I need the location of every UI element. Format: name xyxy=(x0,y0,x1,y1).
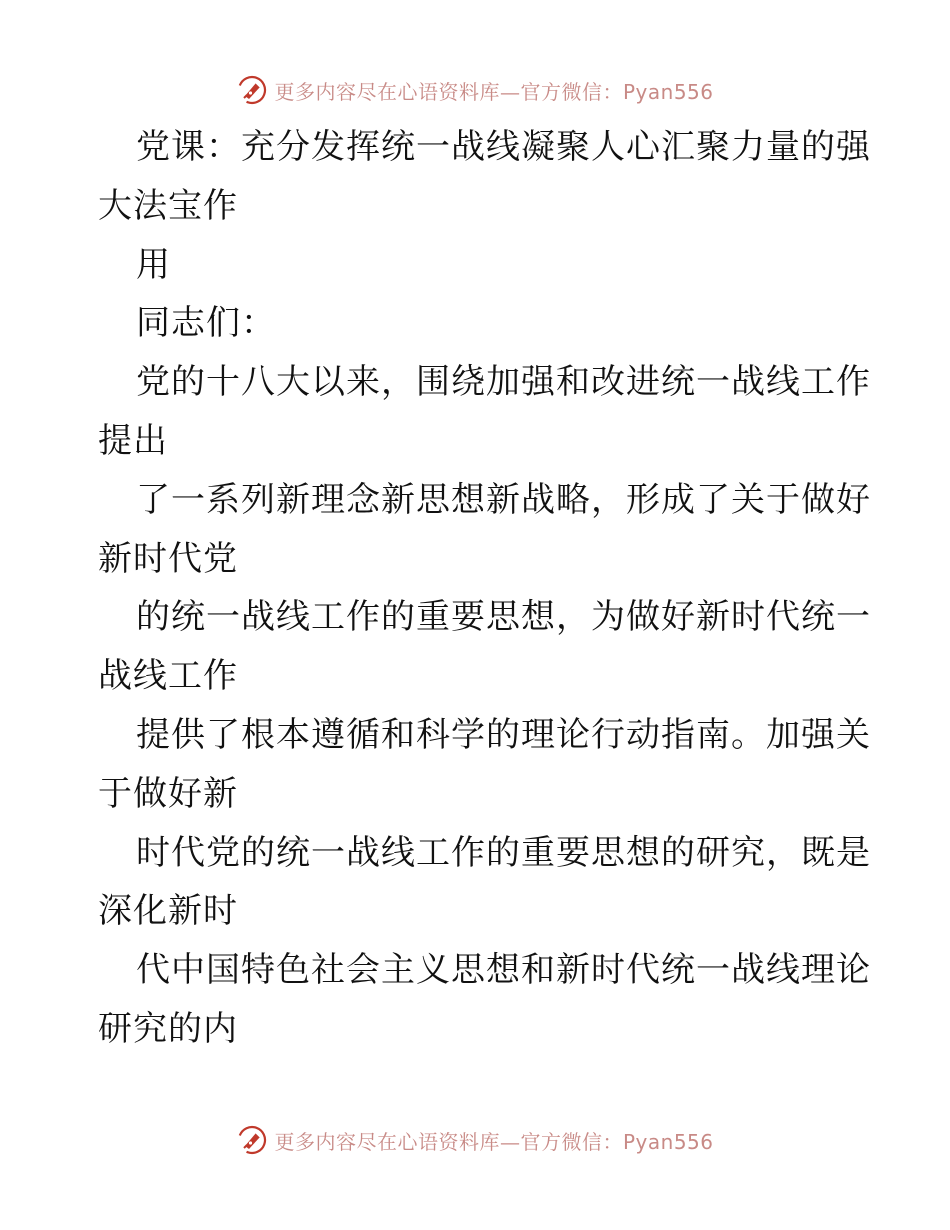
header-slogan: 更多内容尽在心语资料库—官方微信： xyxy=(274,79,623,104)
text-line: 研究的内 xyxy=(98,1008,238,1049)
header-banner xyxy=(0,70,950,110)
text-line: 了一系列新理念新思想新战略，形成了关于做好 xyxy=(136,479,871,520)
footer-slogan: 更多内容尽在心语资料库—官方微信： xyxy=(274,1129,623,1154)
text-line: 提供了根本遵循和科学的理论行动指南。加强关 xyxy=(136,714,871,755)
footer-wechat-handle: Pyan556 xyxy=(622,1129,714,1154)
text-line: 战线工作 xyxy=(98,656,238,697)
text-line: 新时代党 xyxy=(98,538,238,579)
text-line: 的统一战线工作的重要思想，为做好新时代统一 xyxy=(136,597,871,638)
text-line: 党的十八大以来，围绕加强和改进统一战线工作 xyxy=(136,362,871,403)
text-line: 提出 xyxy=(98,420,168,461)
footer-banner xyxy=(0,1120,950,1160)
header-wechat-handle: Pyan556 xyxy=(622,79,714,104)
text-line: 同志们： xyxy=(136,303,276,344)
footer-text xyxy=(274,1126,713,1155)
text-line: 党课：充分发挥统一战线凝聚人心汇聚力量的强 xyxy=(136,127,871,167)
pen-nib-logo-icon xyxy=(236,74,268,106)
text-line: 时代党的统一战线工作的重要思想的研究，既是 xyxy=(136,832,871,873)
text-line: 深化新时 xyxy=(98,891,238,932)
text-line: 用 xyxy=(136,244,171,285)
document-body xyxy=(98,118,871,1059)
pen-nib-logo-icon xyxy=(236,1124,268,1156)
text-line: 于做好新 xyxy=(98,773,238,814)
text-line: 代中国特色社会主义思想和新时代统一战线理论 xyxy=(136,950,871,991)
header-text xyxy=(274,76,713,105)
text-line: 大法宝作 xyxy=(98,185,238,226)
